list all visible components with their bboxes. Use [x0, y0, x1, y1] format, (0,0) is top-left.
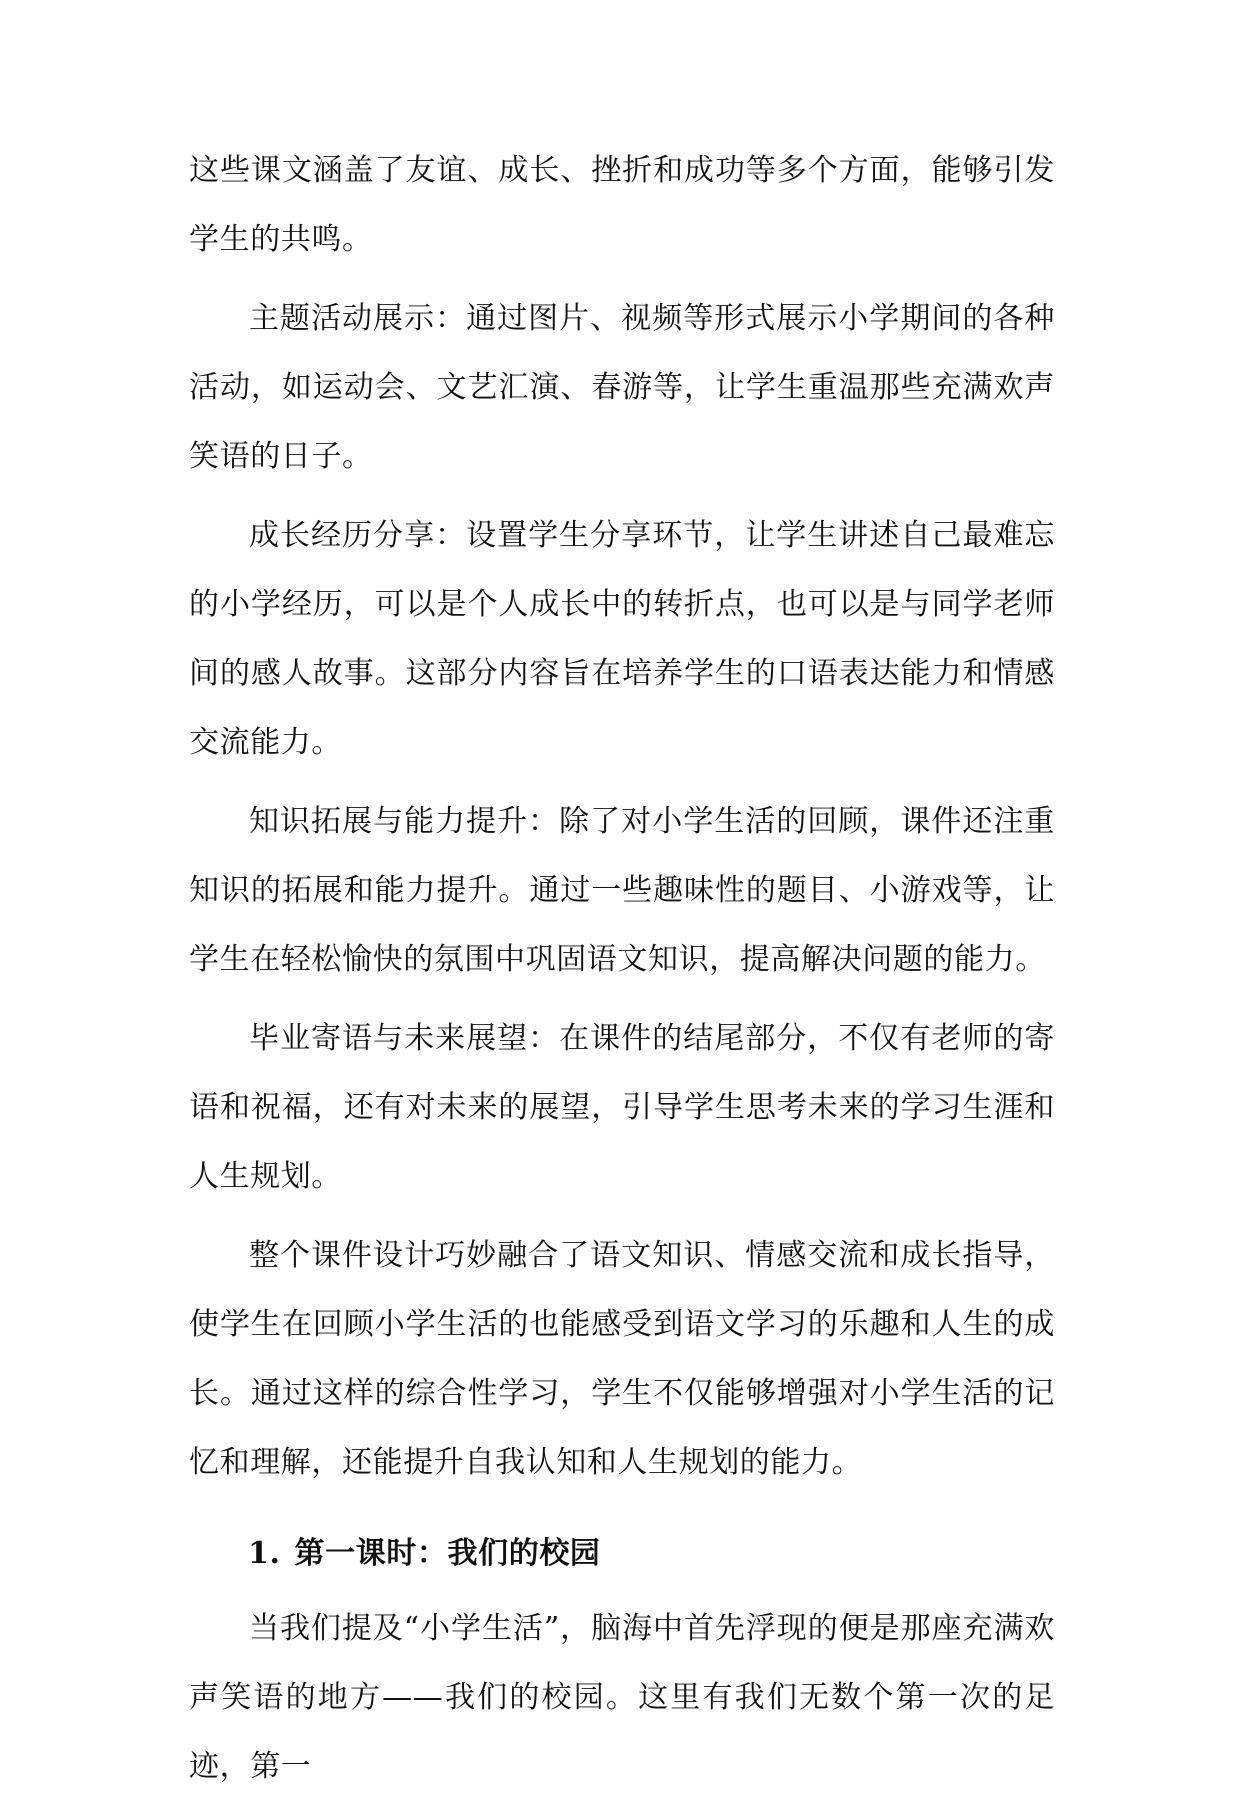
- section-heading: [189, 1519, 1055, 1588]
- paragraph-theme-activities: 主题活动展示：通过图片、视频等形式展示小学期间的各种活动，如运动会、文艺汇演、春游等，让学生重温那些充满欢声笑语的日子。: [189, 301, 1055, 474]
- paragraph-our-campus: 当我们提及“小学生活”，脑海中首先浮现的便是那座充满欢声笑语的地方——我们的校园。这里有我们无数个第一次的足迹，第一: [189, 1611, 1055, 1784]
- paragraph-graduation-message: 毕业寄语与未来展望：在课件的结尾部分，不仅有老师的寄语和祝福，还有对未来的展望，引导学生思考未来的学习生涯和人生规划。: [189, 1021, 1055, 1194]
- document-body: [189, 136, 1055, 1811]
- section-number: 1.: [248, 1536, 281, 1571]
- paragraph-growth-sharing: 成长经历分享：设置学生分享环节，让学生讲述自己最难忘的小学经历，可以是个人成长中的转折点，也可以是与同学老师间的感人故事。这部分内容旨在培养学生的口语表达能力和情感交流能力。: [189, 518, 1055, 760]
- paragraph-knowledge-expansion: 知识拓展与能力提升：除了对小学生活的回顾，课件还注重知识的拓展和能力提升。通过一些趣味性的题目、小游戏等，让学生在轻松愉快的氛围中巩固语文知识，提高解决问题的能力。: [189, 804, 1055, 977]
- section-title: 第一课时：我们的校园: [294, 1536, 601, 1571]
- paragraph-summary: 整个课件设计巧妙融合了语文知识、情感交流和成长指导，使学生在回顾小学生活的也能感受到语文学习的乐趣和人生的成长。通过这样的综合性学习，学生不仅能够增强对小学生活的记忆和理解，还能提升自我认知和人生规划的能力。: [189, 1238, 1055, 1480]
- paragraph-lessons-coverage: 这些课文涵盖了友谊、成长、挫折和成功等多个方面，能够引发学生的共鸣。: [189, 153, 1055, 257]
